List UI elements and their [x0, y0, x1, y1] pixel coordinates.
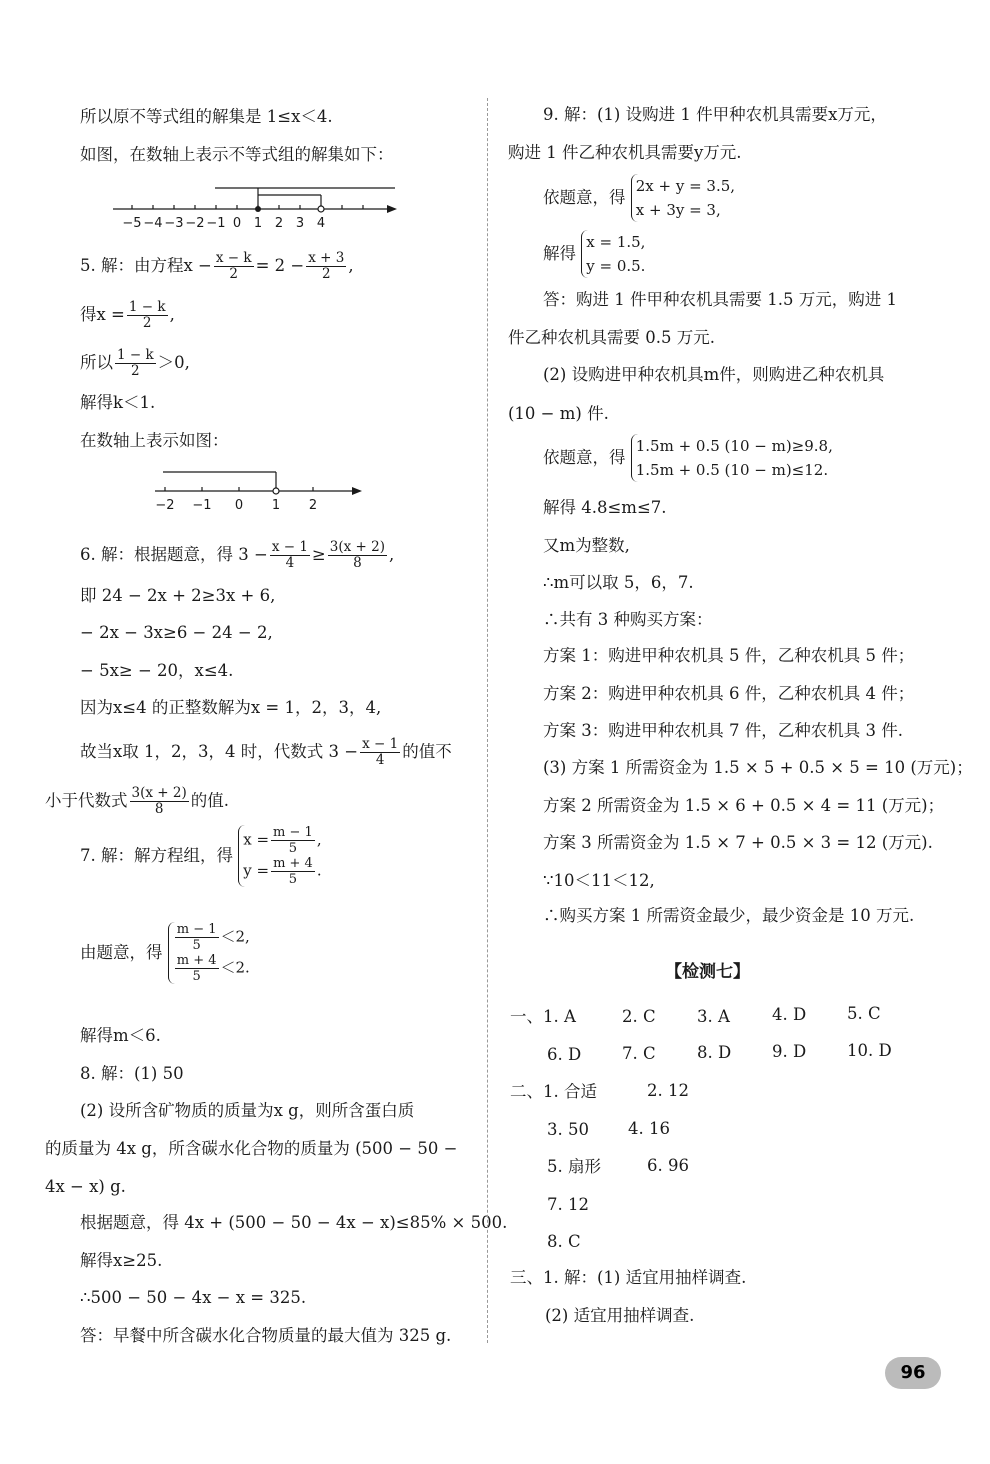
- text-line: 解得 4.8≤m≤7.: [543, 498, 667, 517]
- text-line: 方案 2 所需资金为 1.5 × 6 + 0.5 × 4 = 11 (万元)；: [543, 796, 945, 815]
- text-line: 答：早餐中所含碳水化合物质量的最大值为 325 g.: [80, 1326, 452, 1345]
- problem-9-system: 依题意，得 1.5m + 0.5 (10 − m)≥9.8, 1.5m + 0.5 (10 − m)≤12.: [543, 434, 833, 482]
- answer: 9. D: [772, 1042, 807, 1061]
- problem-7-system: 由题意，得 $\frac{m - 1}{5}$ ＜2, $\frac{m + 4}{5}$ ＜2.: [80, 922, 250, 984]
- answer: 3. A: [697, 1007, 730, 1026]
- text-line: 因为x≤4 的正整数解为x = 1，2，3，4,: [80, 698, 382, 717]
- text-line: 即 24 − 2x + 2≥3x + 6,: [80, 586, 276, 605]
- answer: 4. D: [772, 1005, 807, 1024]
- text-line: − 2x − 3x≥6 − 24 − 2,: [80, 623, 273, 642]
- answer: 8. D: [697, 1043, 732, 1062]
- problem-6-line: 小于代数式 $\frac{3(x + 2)}{8}$ 的值.: [45, 785, 229, 817]
- problem-6-line: 故当x取 1，2，3，4 时，代数式 3 − $\frac{x - 1}{4}$ 的值不: [80, 736, 452, 768]
- answer: 7. C: [622, 1044, 656, 1063]
- problem-6-line: 6. 解：根据题意，得 3 − $\frac{x - 1}{4}$ ≥ $\frac{3(x + 2)}{8}$ ,: [80, 539, 395, 571]
- problem-5-line: 所以 $\frac{1 - k}{2}$ ＞0,: [80, 347, 190, 379]
- answer: 三、1. 解：(1) 适宜用抽样调查.: [510, 1268, 747, 1287]
- text-line: 如图，在数轴上表示不等式组的解集如下：: [80, 145, 394, 164]
- answer: 5. C: [847, 1004, 881, 1023]
- answer: 一、1. A: [510, 1007, 576, 1026]
- text-line: 答：购进 1 件甲种农机具需要 1.5 万元，购进 1: [543, 290, 897, 309]
- text-line: 购进 1 件乙种农机具需要y万元.: [508, 143, 742, 162]
- column-divider: [487, 98, 488, 1343]
- text-line: 4x − x) g.: [45, 1177, 126, 1196]
- tick-label: 4: [316, 216, 326, 231]
- answer: 6. D: [547, 1045, 582, 1064]
- text-line: ∴购买方案 1 所需资金最少，最少资金是 10 万元.: [543, 906, 915, 925]
- text-line: ∴m可以取 5，6，7.: [543, 573, 694, 592]
- text-line: 的质量为 4x g，所含碳水化合物的质量为 (500 − 50 −: [45, 1139, 458, 1158]
- text-line: 又m为整数,: [543, 536, 630, 555]
- tick-label: −2: [185, 216, 205, 231]
- tick-label: −5: [122, 216, 142, 231]
- text-line: ∴共有 3 种购买方案：: [543, 610, 713, 629]
- text-line: 解得x≥25.: [80, 1251, 163, 1270]
- page-number: 96: [885, 1357, 941, 1389]
- text-line: 根据题意，得 4x + (500 − 50 − 4x − x)≤85% × 500.: [80, 1213, 508, 1232]
- answer: 2. C: [622, 1007, 656, 1026]
- text-line: ∵10＜11＜12,: [543, 871, 655, 890]
- answer: 10. D: [847, 1041, 892, 1060]
- section-title: 【检测七】: [665, 962, 750, 982]
- problem-5-line: 得x = $\frac{1 - k}{2}$ ,: [80, 299, 175, 331]
- tick-label: 3: [295, 216, 305, 231]
- tick-label: 0: [234, 498, 244, 513]
- text-line: 解得k＜1.: [80, 393, 156, 412]
- tick-label: −2: [155, 498, 175, 513]
- text-line: 在数轴上表示如图：: [80, 431, 229, 450]
- answer: 6. 96: [647, 1156, 689, 1175]
- tick-label: 2: [274, 216, 284, 231]
- answer: 2. 12: [647, 1081, 689, 1100]
- answer: 5. 扇形: [547, 1157, 601, 1176]
- answer: 8. C: [547, 1232, 581, 1251]
- text-line: 方案 1：购进甲种农机具 5 件，乙种农机具 5 件；: [543, 646, 915, 665]
- answer: 7. 12: [547, 1195, 589, 1214]
- tick-label: −1: [192, 498, 212, 513]
- problem-9-system: 解得 x = 1.5, y = 0.5.: [543, 230, 645, 278]
- problem-9-system: 依题意，得 2x + y = 3.5, x + 3y = 3,: [543, 174, 735, 222]
- answer: 3. 50: [547, 1120, 589, 1139]
- tick-label: −4: [143, 216, 163, 231]
- number-line-1: [105, 180, 405, 232]
- text-line: ∴500 − 50 − 4x − x = 325.: [80, 1288, 307, 1307]
- text-line: 9. 解：(1) 设购进 1 件甲种农机具需要x万元，: [543, 105, 887, 124]
- text-line: (2) 设所含矿物质的质量为x g，则所含蛋白质: [80, 1101, 415, 1120]
- tick-label: −3: [164, 216, 184, 231]
- text-line: (10 − m) 件.: [508, 404, 609, 423]
- text-line: 方案 3 所需资金为 1.5 × 7 + 0.5 × 3 = 12 (万元).: [543, 833, 933, 852]
- number-line-2: [150, 465, 370, 517]
- problem-5-line: 5. 解：由方程x − $\frac{x - k}{2}$ = 2 − $\frac{x + 3}{2}$ ,: [80, 250, 354, 282]
- tick-label: −1: [206, 216, 226, 231]
- text-line: 方案 2：购进甲种农机具 6 件，乙种农机具 4 件；: [543, 684, 915, 703]
- text-line: 件乙种农机具需要 0.5 万元.: [508, 328, 715, 347]
- text-line: 所以原不等式组的解集是 1≤x＜4.: [80, 107, 333, 126]
- problem-7-system: 7. 解：解方程组，得 x = $\frac{m - 1}{5}$ , y = $\frac{m + 4}{5}$ .: [80, 825, 322, 887]
- answer: 二、1. 合适: [510, 1082, 597, 1101]
- text-line: (3) 方案 1 所需资金为 1.5 × 5 + 0.5 × 5 = 10 (万元)；: [543, 758, 973, 777]
- text-line: − 5x≥ − 20，x≤4.: [80, 661, 234, 680]
- text-line: 方案 3：购进甲种农机具 7 件，乙种农机具 3 件.: [543, 721, 903, 740]
- tick-label: 1: [253, 216, 263, 231]
- answer: 4. 16: [628, 1119, 670, 1138]
- tick-label: 1: [271, 498, 281, 513]
- text-line: 8. 解：(1) 50: [80, 1064, 184, 1083]
- tick-label: 0: [232, 216, 242, 231]
- answer: (2) 适宜用抽样调查.: [545, 1306, 695, 1325]
- text-line: (2) 设购进甲种农机具m件，则购进乙种农机具: [543, 365, 885, 384]
- tick-label: 2: [308, 498, 318, 513]
- text-line: 解得m＜6.: [80, 1026, 161, 1045]
